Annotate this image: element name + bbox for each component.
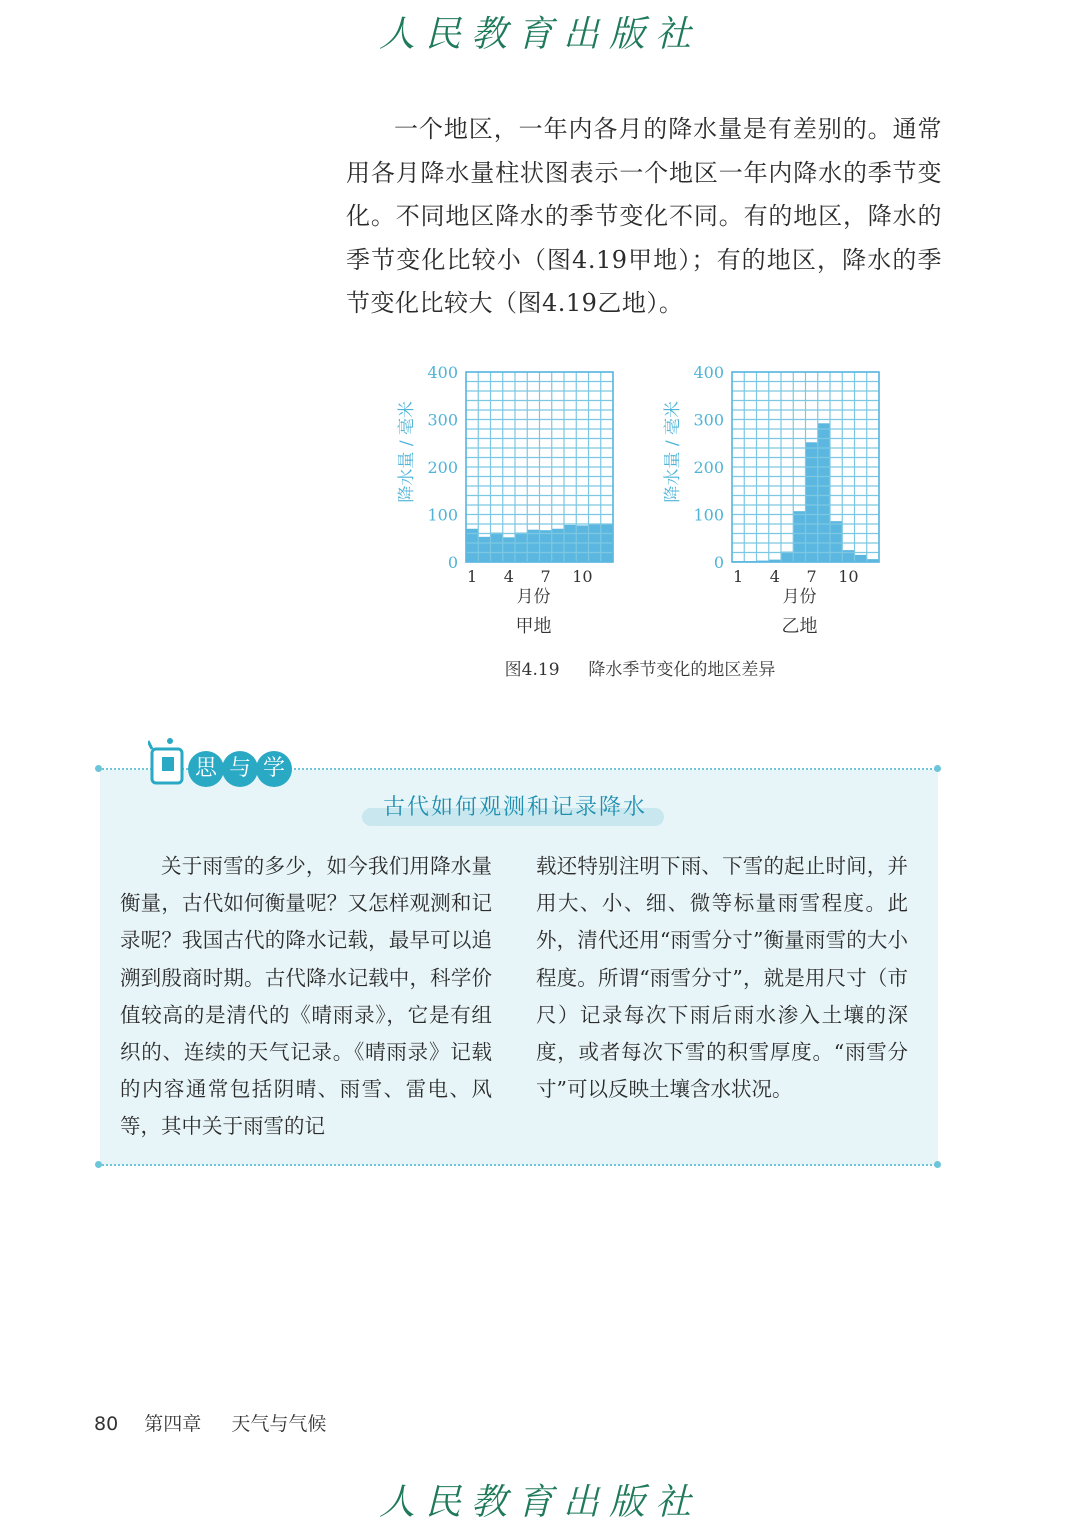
border-dot: [95, 1161, 102, 1168]
bar-1-month-2: [478, 537, 490, 562]
border-dot: [95, 765, 102, 772]
badge-char-3: 学: [256, 751, 292, 787]
y-axis-label: 降水量 / 毫米: [397, 401, 417, 503]
bar-2-month-6: [793, 511, 805, 562]
y-tick-label: 400: [693, 363, 724, 382]
x-axis-label: 月份: [516, 587, 551, 607]
bar-1-month-10: [576, 525, 588, 562]
y-tick-label: 400: [427, 363, 458, 382]
x-tick-label: 10: [572, 567, 593, 586]
bar-1-month-6: [527, 530, 539, 562]
box-left-column: 关于雨雪的多少，如今我们用降水量衡量，古代如何衡量呢？又怎样观测和记录呢？我国古代的降水记载，最早可以追溯到殷商时期。古代降水记载中，科学价值较高的是清代的《晴雨录》，它是有组织的、连续的天气记录。《晴雨录》记载的内容通常包括阴晴、雨雪、雷电、风等，其中关于雨雪的记: [120, 854, 492, 1139]
box-title: 古代如何观测和记录降水: [382, 795, 647, 820]
precipitation-charts: [0, 0, 1080, 700]
x-tick-label: 7: [540, 567, 551, 586]
intro-paragraph: 一个地区，一年内各月的降水量是有差别的。通常用各月降水量柱状图表示一个地区一年内降水的季节变化。不同地区降水的季节变化不同。有的地区，降水的季节变化比较小（图4.19甲地）；有的地区，降水的季节变化比较大（图4.19乙地）。: [346, 115, 942, 317]
bar-2-month-8: [818, 423, 830, 562]
publisher-watermark-bottom: 人民教育出版社: [378, 1482, 701, 1523]
x-tick-label: 1: [733, 567, 744, 586]
x-axis-label: 月份: [782, 587, 817, 607]
bar-1-month-3: [491, 533, 503, 562]
y-tick-label: 0: [447, 553, 458, 572]
badge-char-1: 思: [188, 751, 224, 787]
bar-2-month-11: [855, 555, 867, 562]
x-tick-label: 4: [503, 567, 514, 586]
page-number: 80: [94, 1413, 119, 1435]
x-tick-label: 7: [806, 567, 817, 586]
figure-number: 图4.19: [504, 660, 560, 680]
chapter-title: 天气与气候: [231, 1413, 327, 1435]
chart-title: 乙地: [781, 616, 818, 637]
figure-caption: [0, 655, 1080, 680]
bar-2-month-9: [830, 521, 842, 562]
x-tick-label: 4: [769, 567, 780, 586]
y-tick-label: 200: [427, 458, 458, 477]
x-tick-label: 10: [838, 567, 859, 586]
y-tick-label: 200: [693, 458, 724, 477]
border-dot: [934, 765, 941, 772]
y-tick-label: 300: [427, 410, 458, 430]
border-dot: [934, 1161, 941, 1168]
figure-caption-text: 降水季节变化的地区差异: [588, 660, 776, 680]
y-tick-label: 0: [713, 553, 724, 572]
publisher-watermark-top: 人民教育出版社: [378, 14, 701, 55]
bar-1-month-5: [515, 533, 527, 562]
page-footer: [94, 1409, 326, 1436]
bar-1-month-7: [540, 530, 552, 562]
x-tick-label: 1: [467, 567, 478, 586]
bar-2-month-5: [781, 552, 793, 562]
badge-char-2: 与: [222, 751, 258, 787]
chart-title: 甲地: [515, 616, 552, 637]
y-tick-label: 100: [693, 505, 724, 525]
y-tick-label: 100: [427, 505, 458, 525]
bar-1-month-4: [503, 537, 515, 562]
box-right-column: 载还特别注明下雨、下雪的起止时间，并用大、小、细、微等标量雨雪程度。此外，清代还用“雨雪分寸”衡量雨雪的大小程度。所谓“雨雪分寸”，就是用尺寸（市尺）记录每次下雨后雨水渗入土壤的深度，或者每次下雪的积雪厚度。“雨雪分寸”可以反映土壤含水状况。: [536, 854, 908, 1102]
y-axis-label: 降水量 / 毫米: [663, 401, 683, 503]
chapter-label: 第四章: [144, 1413, 202, 1435]
y-tick-label: 300: [693, 410, 724, 430]
box-border-bottom: [98, 1164, 940, 1166]
bar-2-month-7: [806, 442, 818, 562]
